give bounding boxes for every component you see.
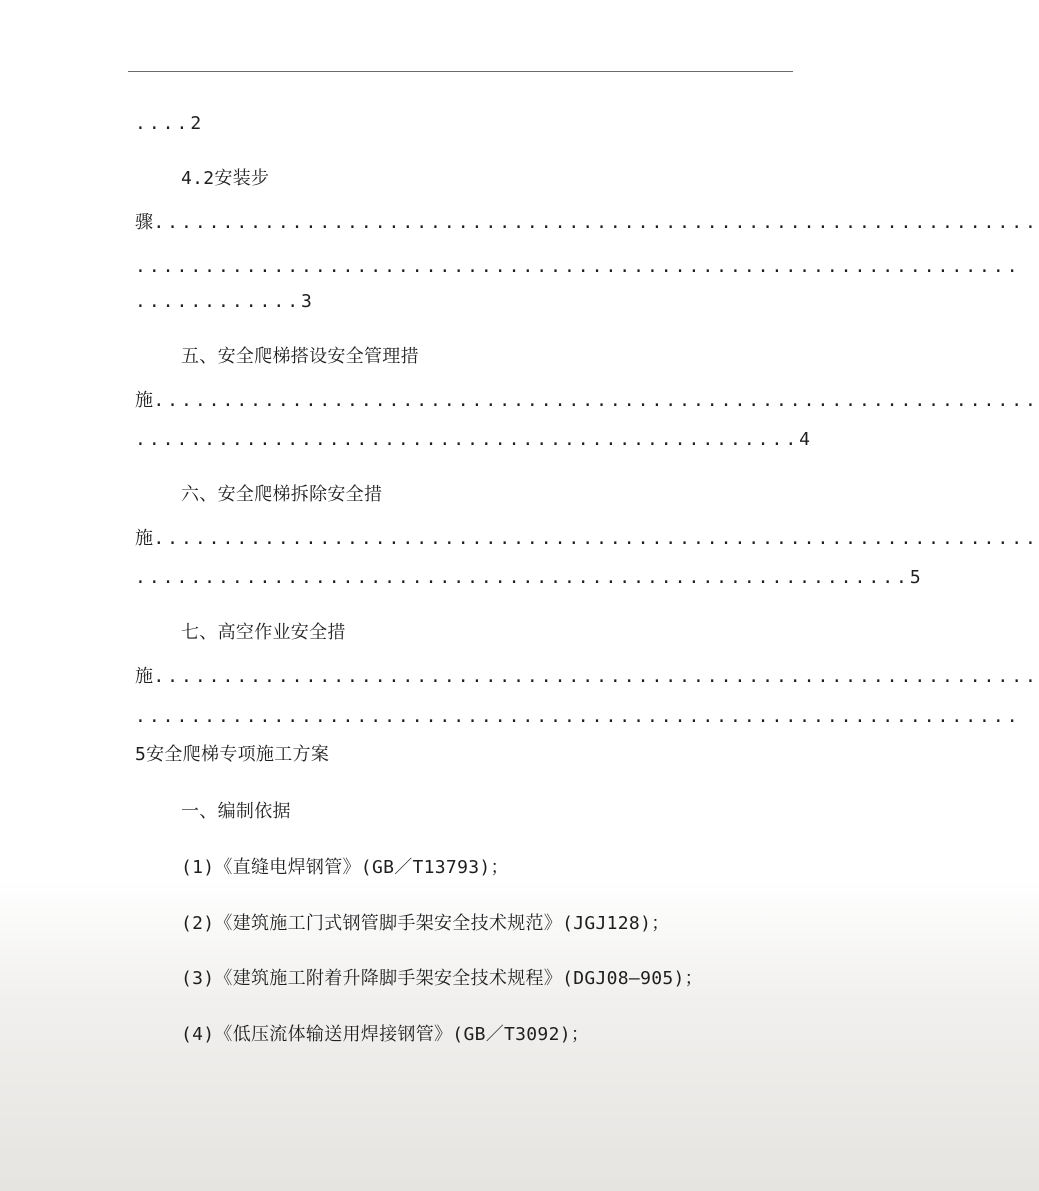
toc-dots: ....2 (135, 113, 205, 134)
reference-item-2: (2)《建筑施工门式钢管脚手架安全技术规范》(JGJ128)； (181, 913, 670, 934)
toc-dots: ................................................................ (135, 706, 1021, 727)
toc-dots: ................................................................ (153, 212, 1039, 233)
reference-item-3: (3)《建筑施工附着升降脚手架安全技术规程》(DGJ08—905)； (181, 968, 703, 989)
header-rule (128, 71, 793, 72)
toc-lead-char: 施 (135, 528, 154, 549)
toc-item-5-page (135, 428, 813, 452)
toc-dots: ................................................4 (135, 429, 814, 450)
toc-dots: ................................................................ (153, 666, 1039, 687)
toc-dots: ........................................................5 (135, 567, 924, 588)
toc-item-7-leader-line-2 (135, 705, 1021, 729)
toc-continued-page (135, 112, 204, 136)
toc-item-6-leader-line (135, 527, 1039, 551)
toc-item-6-title: 六、安全爬梯拆除安全措 (181, 484, 383, 505)
toc-lead-char: 施 (135, 666, 154, 687)
body-heading: 5安全爬梯专项施工方案 (135, 744, 330, 765)
toc-item-4-2-page (135, 290, 315, 314)
reference-item-4: (4)《低压流体输送用焊接钢管》(GB／T3092)； (181, 1024, 590, 1045)
toc-item-4-2-leader-line-2 (135, 255, 1021, 279)
toc-item-7-title: 七、高空作业安全措 (181, 622, 346, 643)
toc-lead-char: 施 (135, 390, 154, 411)
toc-item-7-leader-line (135, 665, 1039, 689)
toc-dots: ................................................................ (135, 256, 1021, 277)
toc-item-5-leader-line (135, 389, 1039, 413)
toc-item-4-2-leader-line (135, 211, 1039, 235)
toc-item-4-2-title: 4.2安装步 (181, 168, 270, 189)
toc-dots: ................................................................ (153, 528, 1039, 549)
reference-item-1: (1)《直缝电焊钢管》(GB／T13793)； (181, 857, 509, 878)
toc-lead-char: 骤 (135, 212, 154, 233)
toc-item-5-title: 五、安全爬梯搭设安全管理措 (181, 346, 419, 367)
toc-dots: ................................................................ (153, 390, 1039, 411)
toc-dots: ............3 (135, 291, 315, 312)
toc-item-6-page (135, 566, 924, 590)
section-heading-basis: 一、编制依据 (181, 801, 291, 822)
